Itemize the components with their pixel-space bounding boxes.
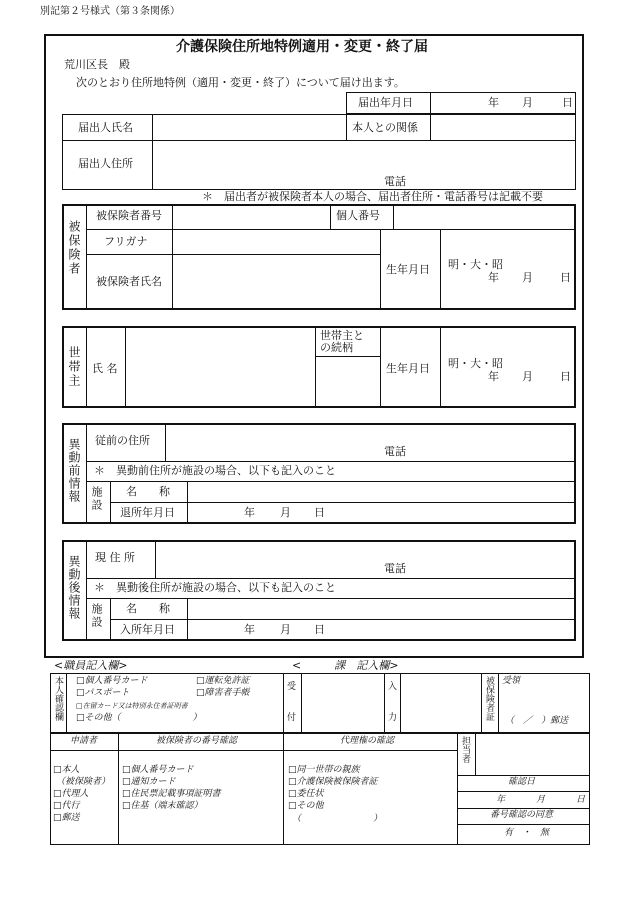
receipt-stamp-area[interactable]	[302, 674, 383, 732]
receipt-label-2: 付	[287, 713, 297, 723]
check-id-card[interactable]: □個人番号カード	[76, 676, 148, 686]
insured-number-label: 被保険者番号	[96, 209, 162, 222]
after-note: ＊ 異動後住所が施設の場合、以下も記入のこと	[94, 581, 336, 594]
household-birth-label: 生年月日	[386, 362, 430, 375]
person-in-charge-field[interactable]	[476, 734, 589, 774]
applicant-mail[interactable]: □郵送	[53, 813, 80, 823]
addressee: 荒川区長 殿	[64, 58, 130, 71]
household-relation-label-1: 世帯主と	[320, 329, 364, 342]
form-number: 別記第２号様式（第３条関係）	[40, 6, 180, 17]
applicant-self-note: （被保険者）	[56, 777, 111, 787]
household-relation-label-2: の続柄	[320, 341, 353, 354]
proxy-col-header: 代理権の確認	[340, 736, 395, 746]
proxy-family[interactable]: □同一世帯の親族	[288, 765, 360, 775]
mynumber-field[interactable]	[395, 205, 574, 228]
household-section-label: 世帯主	[67, 346, 81, 388]
before-facility-label: 施設	[90, 486, 103, 512]
applicant-self[interactable]: □本人	[53, 765, 80, 775]
insured-name-label: 被保険者氏名	[96, 275, 162, 288]
check-other[interactable]: □その他（ ）	[76, 713, 202, 723]
confirm-date-label: 確認日	[508, 777, 536, 787]
before-phone-label: 電話	[384, 445, 406, 458]
input-label-2: 力	[388, 713, 398, 723]
before-section-label: 異動前情報	[67, 438, 81, 503]
after-facility-label: 施設	[90, 603, 103, 629]
insured-birth-label: 生年月日	[386, 263, 430, 276]
applicant-agent[interactable]: □代行	[53, 801, 80, 811]
before-note: ＊ 異動前住所が施設の場合、以下も記入のこと	[94, 464, 336, 477]
check-license[interactable]: □運転免許証	[196, 676, 250, 686]
applicant-proxy[interactable]: □代理人	[53, 789, 89, 799]
form-title: 介護保険住所地特例適用・変更・終了届	[176, 39, 428, 55]
consent-options[interactable]: 有 ・ 無	[504, 828, 550, 838]
household-era-options[interactable]: 明・大・昭	[448, 357, 503, 370]
insured-section-label: 被保険者	[67, 220, 81, 276]
person-in-charge-label: 担当者	[460, 736, 470, 763]
household-name-label: 氏 名	[92, 362, 118, 375]
after-section-label: 異動後情報	[67, 555, 81, 620]
mynumber-label: 個人番号	[336, 209, 380, 222]
input-stamp-area[interactable]	[401, 674, 480, 732]
id-check-label: 本人確認欄	[53, 676, 63, 721]
numcheck-terminal[interactable]: □住基（端末確認）	[122, 801, 203, 811]
insured-name-field[interactable]	[174, 255, 378, 309]
applicant-name-field[interactable]	[154, 115, 344, 139]
before-address-field[interactable]	[167, 424, 574, 460]
before-facility-name-label: 名 称	[126, 485, 170, 498]
numcheck-resident-cert[interactable]: □住民票記載事項証明書	[122, 789, 221, 799]
applicant-col-header: 申請者	[70, 736, 98, 746]
applicant-address-label: 届出人住所	[78, 157, 133, 170]
input-label-1: 入	[388, 682, 398, 692]
furigana-label: フリガナ	[104, 235, 148, 248]
intro-text: 次のとおり住所地特例（適用・変更・終了）について届け出ます。	[76, 76, 405, 89]
insured-number-field[interactable]	[174, 205, 328, 228]
check-residence-card[interactable]: □在留カード又は特別永住者証明書	[76, 702, 188, 710]
after-phone-label: 電話	[384, 562, 406, 575]
insured-card-label: 被保険者証	[484, 676, 494, 721]
relation-field[interactable]	[432, 115, 574, 139]
numcheck-notice-card[interactable]: □通知カード	[122, 777, 176, 787]
after-facility-name-label: 名 称	[126, 602, 170, 615]
consent-label: 番号確認の同意	[490, 810, 554, 820]
card-mailed[interactable]: （ ／ ）郵送	[505, 716, 569, 726]
check-passport[interactable]: □パスポート	[76, 688, 130, 698]
furigana-field[interactable]	[174, 230, 378, 253]
filing-date-label: 届出年月日	[358, 96, 413, 109]
household-relation-field[interactable]	[317, 357, 379, 407]
before-facility-name-field[interactable]	[189, 482, 574, 501]
after-date-label: 入所年月日	[120, 623, 175, 636]
after-facility-name-field[interactable]	[189, 599, 574, 618]
applicant-note: ＊ 届出者が被保険者本人の場合、届出者住所・電話番号は記載不要	[202, 190, 543, 203]
after-address-field[interactable]	[157, 541, 574, 577]
applicant-address-field[interactable]	[154, 141, 574, 189]
before-address-label: 従前の住所	[95, 434, 150, 447]
before-date-label: 退所年月日	[120, 506, 175, 519]
receipt-label-1: 受	[287, 682, 297, 692]
relation-label: 本人との関係	[352, 121, 418, 134]
number-check-col-header: 被保険者の番号確認	[156, 736, 238, 746]
insured-era-options[interactable]: 明・大・昭	[448, 258, 503, 271]
applicant-name-label: 届出人氏名	[78, 121, 133, 134]
filing-date-input[interactable]	[432, 92, 576, 114]
after-address-label: 現 住 所	[95, 551, 135, 564]
card-received[interactable]: 受領	[502, 676, 521, 686]
proxy-other[interactable]: □その他	[288, 801, 324, 811]
dept-header: < 課 記入欄>	[292, 659, 399, 672]
household-name-field[interactable]	[127, 327, 313, 407]
numcheck-id-card[interactable]: □個人番号カード	[122, 765, 194, 775]
check-disability-book[interactable]: □障害者手帳	[196, 688, 250, 698]
proxy-insured-card[interactable]: □介護保険被保険者証	[288, 777, 378, 787]
staff-header: <職員記入欄>	[54, 659, 128, 672]
proxy-other-detail[interactable]: （ ）	[292, 814, 383, 824]
applicant-phone-label: 電話	[384, 175, 406, 188]
proxy-power-of-attorney[interactable]: □委任状	[288, 789, 324, 799]
